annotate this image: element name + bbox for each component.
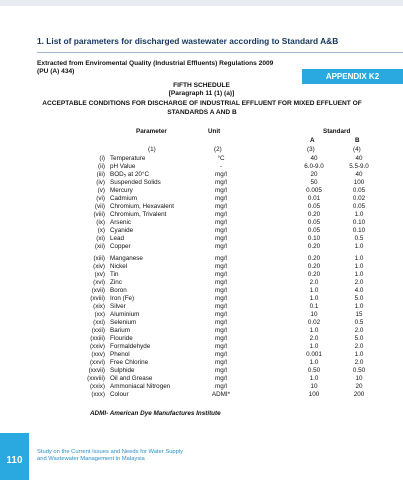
row-number: (xxvi) [89, 359, 105, 366]
extract-reference: (PU (A) 434) [37, 68, 75, 75]
row-unit: mg/l [215, 327, 227, 334]
row-parameter: Tin [110, 271, 119, 278]
page-heading: 1. List of parameters for discharged wastewater according to Standard A&B [37, 36, 339, 46]
row-parameter: Boron [110, 287, 127, 294]
row-unit: mg/l [215, 279, 227, 286]
row-number: (xxx) [91, 391, 105, 398]
row-standard-b: 5.5-9.0 [349, 163, 369, 170]
row-parameter: Cadmium [110, 195, 137, 202]
row-unit: mg/l [215, 227, 227, 234]
footnote: ADMI- American Dye Manufactures Institute [90, 410, 221, 417]
table-row [0, 203, 403, 211]
row-number: (xiii) [93, 255, 105, 262]
table-row [0, 227, 403, 235]
row-parameter: Aluminium [110, 311, 140, 318]
row-standard-a: 0.50 [307, 367, 321, 374]
table-row [0, 235, 403, 243]
row-standard-b: 1.0 [354, 303, 364, 310]
row-number: (vii) [94, 203, 105, 210]
row-parameter: Nickel [110, 263, 128, 270]
table-row [0, 211, 403, 219]
row-unit: - [219, 163, 223, 170]
table-row [0, 327, 403, 335]
row-parameter: Phenol [110, 351, 130, 358]
row-unit: mg/l [215, 295, 227, 302]
col-header-standard: Standard [323, 128, 351, 135]
row-parameter: Barium [110, 327, 130, 334]
row-standard-b: 1.0 [354, 243, 364, 250]
row-standard-a: 0.005 [306, 187, 322, 194]
row-standard-b: 10 [355, 375, 363, 382]
row-standard-a: 0.01 [307, 195, 321, 202]
row-parameter: Chromium, Trivalent [110, 211, 167, 218]
row-standard-a: 0.1 [309, 303, 319, 310]
row-number: (xxiv) [89, 343, 105, 350]
table-caption: ACCEPTABLE CONDITIONS FOR DISCHARGE OF INDUSTRIAL EFFLUENT FOR MIXED EFFLUENT OF STANDARDS A AND B [42, 100, 362, 116]
table-row [0, 163, 403, 171]
appendix-badge: APPENDIX K2 [302, 69, 403, 84]
heading-divider [37, 52, 403, 53]
row-standard-a: 1.0 [309, 359, 319, 366]
row-standard-b: 0.05 [352, 187, 366, 194]
row-parameter: Silver [110, 303, 126, 310]
row-standard-b: 0.05 [352, 203, 366, 210]
row-standard-b: 0.02 [352, 195, 366, 202]
table-row [0, 187, 403, 195]
row-standard-b: 1.0 [354, 263, 364, 270]
row-standard-b: 200 [353, 391, 365, 398]
col-header-unit: Unit [208, 128, 221, 135]
footer-title-line2: and Wastewater Management in Malaysia [37, 456, 145, 462]
row-number: (xxviii) [87, 375, 105, 382]
row-standard-a: 1.0 [309, 287, 319, 294]
row-parameter: BOD₅ at 20°C [110, 171, 150, 178]
table-row [0, 295, 403, 303]
row-number: (xi) [96, 235, 105, 242]
row-parameter: Arsenic [110, 219, 131, 226]
row-standard-a: 1.0 [309, 327, 319, 334]
row-unit: mg/l [215, 211, 227, 218]
row-standard-a: 2.0 [309, 335, 319, 342]
extract-source: Extracted from Enviromental Quality (Industrial Effluents) Regulations 2009 [37, 60, 274, 67]
row-standard-a: 0.001 [306, 351, 322, 358]
row-standard-b: 0.5 [354, 319, 364, 326]
row-number: (xix) [93, 303, 105, 310]
row-unit: mg/l [215, 195, 227, 202]
row-number: (xvii) [91, 287, 105, 294]
col-number-3: (3) [307, 146, 315, 153]
row-standard-a: 0.05 [307, 227, 321, 234]
row-number: (xviii) [90, 295, 105, 302]
row-parameter: Zinc [110, 279, 122, 286]
row-number: (xxiii) [90, 335, 105, 342]
row-unit: mg/l [215, 219, 227, 226]
row-parameter: Temperature [110, 155, 146, 162]
row-standard-a: 0.05 [307, 203, 321, 210]
row-standard-a: 0.20 [307, 255, 321, 262]
row-standard-a: 100 [308, 391, 320, 398]
col-number-1: (1) [148, 146, 156, 153]
row-unit: mg/l [215, 383, 227, 390]
row-standard-a: 1.0 [309, 343, 319, 350]
row-standard-b: 0.10 [352, 227, 366, 234]
col-header-b: B [355, 137, 360, 144]
row-parameter: Colour [110, 391, 129, 398]
row-number: (xxi) [93, 319, 105, 326]
row-number: (iii) [96, 171, 105, 178]
row-unit: °C [217, 155, 225, 162]
row-standard-b: 4.0 [354, 287, 364, 294]
row-parameter: Lead [110, 235, 125, 242]
row-standard-a: 40 [310, 155, 318, 162]
footer-title-line1: Study on the Current Issues and Needs for Water Supply [37, 449, 184, 455]
row-number: (v) [97, 187, 105, 194]
col-header-parameter: Parameter [136, 128, 167, 135]
row-standard-b: 40 [355, 171, 363, 178]
row-unit: mg/l [215, 343, 227, 350]
table-row [0, 383, 403, 391]
row-standard-b: 40 [355, 155, 363, 162]
table-row [0, 319, 403, 327]
row-standard-b: 1.0 [354, 211, 364, 218]
row-unit: mg/l [215, 263, 227, 270]
table-row [0, 375, 403, 383]
row-number: (xx) [94, 311, 105, 318]
table-row [0, 263, 403, 271]
row-standard-b: 2.0 [354, 343, 364, 350]
row-parameter: Iron (Fe) [110, 295, 135, 302]
row-standard-b: 15 [355, 311, 363, 318]
table-row [0, 343, 403, 351]
table-row [0, 219, 403, 227]
row-number: (vi) [96, 195, 105, 202]
row-standard-a: 1.0 [309, 375, 319, 382]
row-number: (xxii) [91, 327, 105, 334]
row-unit: mg/l [215, 359, 227, 366]
row-number: (xvi) [93, 279, 105, 286]
table-row [0, 179, 403, 187]
row-unit: mg/l [215, 351, 227, 358]
col-number-2: (2) [214, 146, 222, 153]
row-standard-a: 1.0 [309, 295, 319, 302]
table-row [0, 351, 403, 359]
row-number: (x) [97, 227, 105, 234]
schedule-title: FIFTH SCHEDULE [173, 82, 230, 89]
table-row [0, 335, 403, 343]
row-parameter: pH Value [110, 163, 136, 170]
row-parameter: Oil and Grease [110, 375, 153, 382]
row-unit: mg/l [215, 243, 227, 250]
row-standard-b: 5.0 [354, 335, 364, 342]
schedule-paragraph: [Paragraph 11 (1) (a)] [168, 90, 235, 97]
row-number: (ii) [98, 163, 105, 170]
row-standard-a: 2.0 [309, 279, 319, 286]
table-row [0, 255, 403, 263]
row-unit: mg/l [215, 335, 227, 342]
col-number-4: (4) [353, 146, 361, 153]
row-standard-b: 1.0 [354, 351, 364, 358]
row-parameter: Cyanide [110, 227, 134, 234]
table-row [0, 303, 403, 311]
row-standard-a: 50 [310, 179, 318, 186]
row-unit: mg/l [215, 271, 227, 278]
row-standard-b: 2.0 [354, 327, 364, 334]
table-row [0, 279, 403, 287]
row-parameter: Sulphide [110, 367, 135, 374]
col-header-a: A [310, 137, 315, 144]
row-standard-b: 1.0 [354, 255, 364, 262]
row-parameter: Formaldehyde [110, 343, 151, 350]
row-standard-b: 0.10 [352, 219, 366, 226]
row-standard-a: 0.05 [307, 219, 321, 226]
row-unit: mg/l [215, 171, 227, 178]
top-band [0, 0, 403, 6]
row-unit: mg/l [215, 187, 227, 194]
table-row [0, 287, 403, 295]
row-unit: ADMI* [211, 391, 231, 398]
table-row [0, 271, 403, 279]
table-row [0, 171, 403, 179]
page-number: 110 [6, 455, 23, 466]
table-row [0, 155, 403, 163]
table-row [0, 195, 403, 203]
row-standard-b: 0.5 [354, 235, 364, 242]
row-unit: mg/l [215, 319, 227, 326]
row-number: (xiv) [93, 263, 105, 270]
row-standard-a: 0.20 [307, 243, 321, 250]
row-parameter: Selenium [110, 319, 137, 326]
row-number: (xv) [94, 271, 105, 278]
row-unit: mg/l [215, 375, 227, 382]
row-standard-a: 6.0-9.0 [304, 163, 324, 170]
row-number: (xxix) [89, 383, 105, 390]
row-parameter: Chromium, Hexavalent [110, 203, 175, 210]
row-standard-a: 0.20 [307, 263, 321, 270]
row-unit: mg/l [215, 287, 227, 294]
row-number: (xxv) [91, 351, 105, 358]
row-standard-a: 0.20 [307, 211, 321, 218]
row-standard-b: 0.50 [352, 367, 366, 374]
row-parameter: Ammoniacal Nitrogen [110, 383, 171, 390]
row-number: (xii) [94, 243, 105, 250]
row-unit: mg/l [215, 235, 227, 242]
row-standard-a: 20 [310, 171, 318, 178]
row-number: (xxvii) [88, 367, 105, 374]
row-unit: mg/l [215, 179, 227, 186]
table-row [0, 359, 403, 367]
row-unit: mg/l [215, 303, 227, 310]
row-number: (i) [99, 155, 105, 162]
table-row [0, 367, 403, 375]
table-row [0, 243, 403, 251]
row-standard-a: 0.02 [307, 319, 321, 326]
row-parameter: Flouride [110, 335, 133, 342]
row-standard-b: 5.0 [354, 295, 364, 302]
row-unit: mg/l [215, 255, 227, 262]
row-number: (viii) [93, 211, 105, 218]
row-unit: mg/l [215, 203, 227, 210]
row-standard-b: 2.0 [354, 359, 364, 366]
row-number: (ix) [96, 219, 105, 226]
row-parameter: Free Chlorine [110, 359, 149, 366]
row-unit: mg/l [215, 311, 227, 318]
row-parameter: Mercury [110, 187, 133, 194]
row-parameter: Copper [110, 243, 131, 250]
table-row [0, 311, 403, 319]
row-number: (iv) [96, 179, 105, 186]
row-standard-b: 100 [353, 179, 365, 186]
row-parameter: Suspended Solids [110, 179, 161, 186]
row-standard-a: 10 [310, 383, 318, 390]
row-standard-a: 0.10 [307, 235, 321, 242]
row-unit: mg/l [215, 367, 227, 374]
table-row [0, 391, 403, 399]
row-standard-b: 2.0 [354, 279, 364, 286]
row-parameter: Manganese [110, 255, 143, 262]
row-standard-b: 20 [355, 383, 363, 390]
row-standard-a: 0.20 [307, 271, 321, 278]
row-standard-b: 1.0 [354, 271, 364, 278]
row-standard-a: 10 [310, 311, 318, 318]
